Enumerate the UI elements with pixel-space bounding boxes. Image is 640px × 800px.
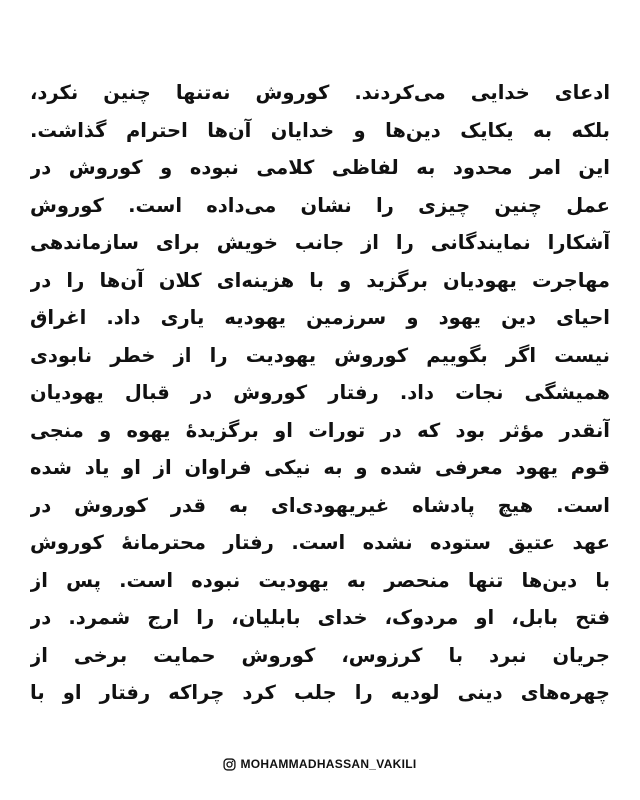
text-line: با دین‌ها تنها منحصر به یهودیت نبوده است. پس از [30,568,610,592]
text-line: این امر محدود به لفاظی کلامی نبوده و کوروش در [30,156,610,179]
text-line: چهره‌های دینی لودیه را جلب کرد چراکه رفتار او با [30,681,610,704]
text-line: احیای دین یهود و سرزمین یهودیه یاری داد. اغراق [30,306,610,329]
instagram-handle[interactable]: MOHAMMADHASSAN_VAKILI [240,757,417,771]
text-line: نیست اگر بگوییم کوروش یهودیت را از خطر نابودی [30,343,610,367]
text-line: جریان نبرد با کرزوس، کوروش حمایت برخی از [30,643,610,667]
text-line: عهد عتیق ستوده نشده است. رفتار محترمانهٔ کوروش [30,531,610,554]
text-line: همیشگی نجات داد. رفتار کوروش در قبال یهودیان [30,381,610,404]
text-line: فتح بابل، او مردوک، خدای بابلیان، را ارج شمرد. در [30,606,610,629]
text-line: مهاجرت یهودیان برگزید و با هزینه‌ای کلان آن‌ها را در [30,268,610,292]
text-line: است. هیچ پادشاه غیریهودی‌ای به قدر کوروش در [30,493,610,517]
instagram-icon [223,758,236,771]
text-line: قوم یهود معرفی شده و به نیکی فراوان از او یاد شده [30,456,610,479]
instagram-credit[interactable] [0,752,640,776]
body-text [30,74,610,712]
text-line: عمل چنین چیزی را نشان می‌داده است. کوروش [30,193,610,217]
text-line: بلکه به یکایک دین‌ها و خدایان آن‌ها احترام گذاشت. [30,118,610,142]
text-line: آشکارا نمایندگانی را از جانب خویش برای سازماندهی [30,231,610,254]
text-line: ادعای خدایی می‌کردند. کوروش نه‌تنها چنین نکرد، [30,81,610,104]
text-line: آنقدر مؤثر بود که در تورات او برگزیدهٔ یهوه و منجی [30,418,610,442]
